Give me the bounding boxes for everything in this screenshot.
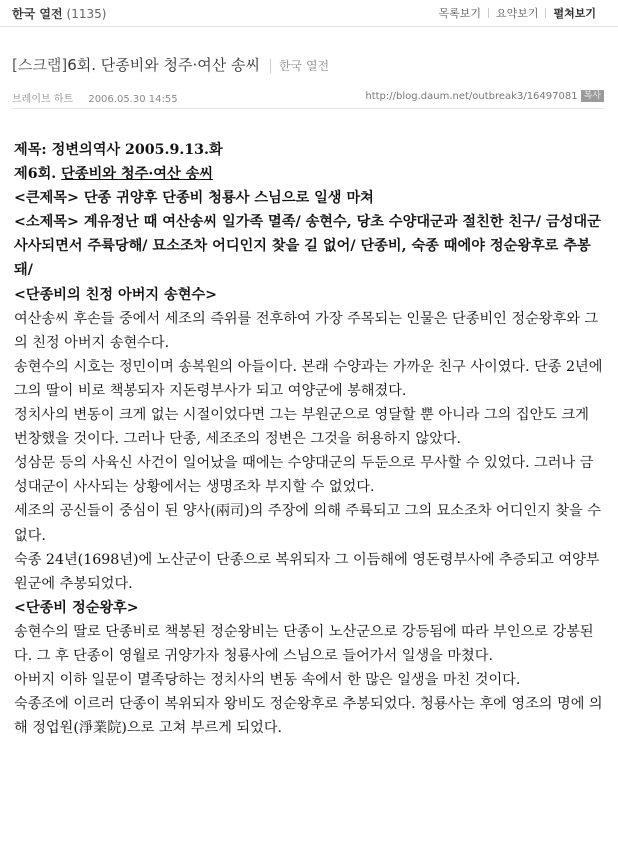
paragraph: 송현수의 시호는 정민이며 송복원의 아들이다. 본래 수양과는 가까운 친구 사이였다. 단종 2년에 그의 딸이 비로 책봉되자 지돈령부사가 되고 여양군에 봉해졌다.	[14, 358, 603, 399]
post-url-area	[365, 90, 604, 102]
post-date: 2006.05.30 14:55	[88, 94, 178, 105]
divider	[545, 8, 546, 18]
section-heading: <단종비 정순왕후>	[14, 599, 139, 616]
sub-heading: <소제목> 계유정난 때 여산송씨 일가족 멸족/ 송현수, 당초 수양대군과 절친한 친구/ 금성대군 사사되면서 주륙당해/ 묘소조차 어디인지 찾을 길 없어/ 단종비, 숙종 때에야 정순왕후로 추봉돼/	[14, 214, 601, 279]
paragraph: 숙종 24년(1698년)에 노산군이 단종으로 복위되자 그 이듬해에 영돈령부사에 추증되고 여양부원군에 추봉되었다.	[14, 551, 600, 592]
category-name[interactable]: 한국 열전	[12, 7, 63, 21]
main-heading: <큰제목> 단종 귀양후 단종비 청룡사 스님으로 일생 마쳐	[14, 190, 374, 207]
paragraph: 성삼문 등의 사육신 사건이 일어났을 때에는 수양대군의 두둔으로 무사할 수 있었다. 그러나 금성대군이 사사되는 상황에서는 생명조차 부지할 수 없었다.	[14, 455, 594, 496]
subject-line: 제목: 정변의역사 2005.9.13.화	[14, 142, 223, 158]
paragraph: 세조의 공신들이 중심이 된 양사(兩司)의 주장에 의해 주륙되고 그의 묘소조차 어디인지 찾을 수 없다.	[14, 503, 601, 544]
meta-divider	[12, 108, 604, 109]
copy-url-button[interactable]: 복사	[581, 90, 604, 102]
episode-title-text: 단종비와 청주·여산 송씨	[61, 166, 214, 183]
paragraph: 아버지 이하 일문이 멸족당하는 정치사의 변동 속에서 한 많은 일생을 마친 것이다.	[14, 672, 521, 689]
section-heading: <단종비의 친정 아버지 송현수>	[14, 286, 218, 303]
post-meta	[12, 90, 604, 105]
category-header	[0, 0, 618, 26]
view-options	[438, 5, 596, 21]
scrap-tag: [스크랩]	[12, 56, 68, 74]
post-author[interactable]: 브레이브 하트	[12, 94, 74, 105]
expanded-view-button[interactable]: 펼쳐보기	[553, 7, 596, 20]
post-url[interactable]: http://blog.daum.net/outbreak3/16497081	[365, 90, 578, 102]
paragraph: 송현수의 딸로 단종비로 책봉된 정순왕비는 단종이 노산군으로 강등됨에 따라 부인으로 강봉된다. 그 후 단종이 영월로 귀양가자 청룡사에 스님으로 들어가서 일생을 마쳤다.	[14, 623, 594, 664]
paragraph: 숙종조에 이르러 단종이 복위되자 왕비도 정순왕후로 추봉되었다. 청룡사는 후에 영조의 명에 의해 정업원(淨業院)으로 고쳐 부르게 되었다.	[14, 696, 603, 737]
paragraph: 여산송씨 후손들 중에서 세조의 즉위를 전후하여 가장 주목되는 인물은 단종비인 정순왕후와 그의 친정 아버지 송현수다.	[14, 310, 599, 351]
paragraph: 정치사의 변동이 크게 없는 시절이었다면 그는 부원군으로 영달할 뿐 아니라 그의 집안도 크게 번창했을 것이다. 그러나 단종, 세조조의 정변은 그것을 허용하지 않았다.	[14, 407, 589, 448]
post-category-link[interactable]: 한국 열전	[270, 59, 329, 73]
episode-prefix: 제6회.	[14, 166, 62, 183]
episode-title	[14, 162, 604, 186]
post-title	[12, 54, 329, 75]
post-title-text: 6회. 단종비와 청주·여산 송씨	[67, 56, 260, 74]
post-content	[14, 138, 604, 740]
list-view-button[interactable]: 목록보기	[438, 7, 481, 20]
category-title[interactable]	[12, 5, 106, 22]
summary-view-button[interactable]: 요약보기	[495, 7, 539, 20]
post-count: (1135)	[66, 7, 107, 21]
divider	[488, 8, 489, 18]
header-divider	[0, 26, 618, 27]
